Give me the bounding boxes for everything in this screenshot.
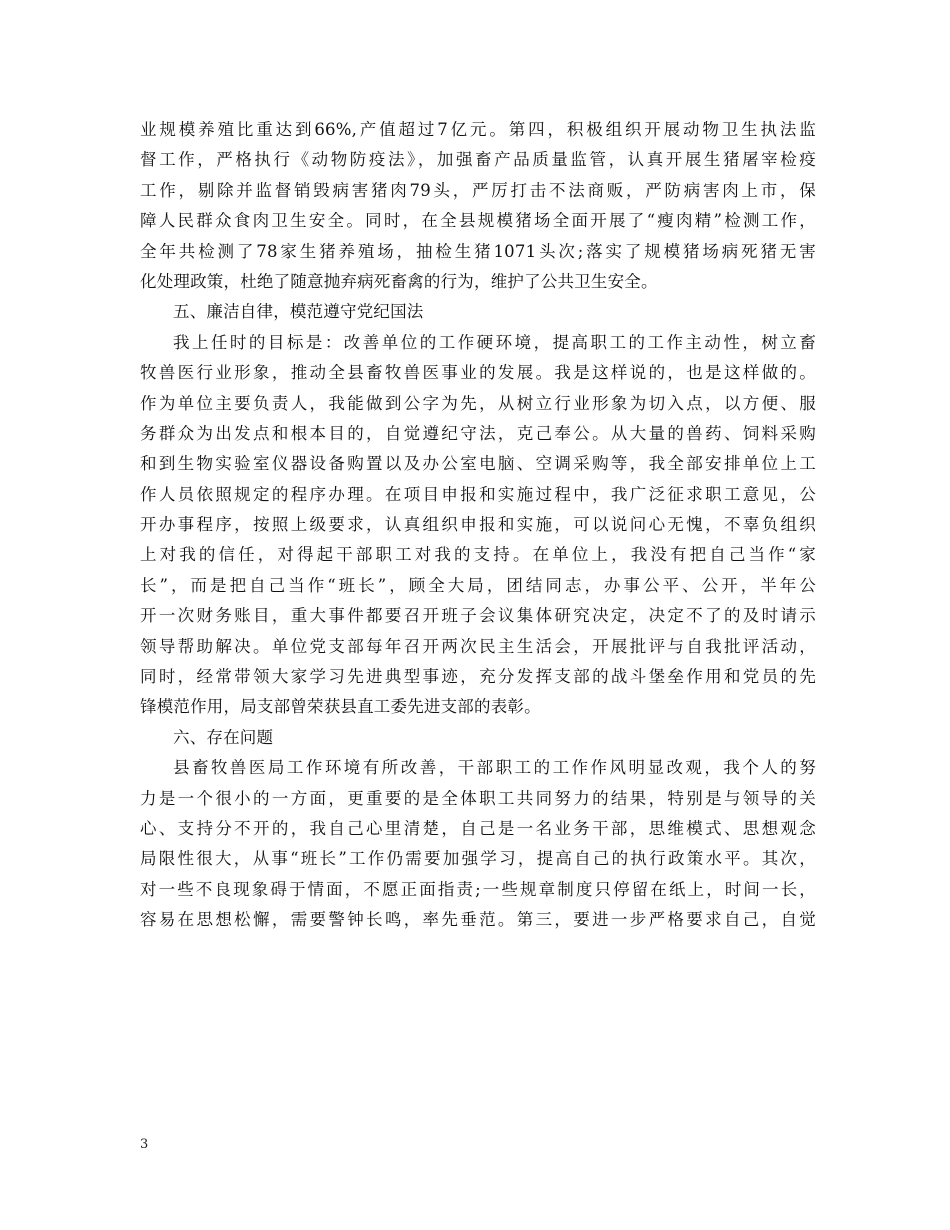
text-line: 作为单位主要负责人，我能做到公字为先，从树立行业形象为切入点，以方便、服 <box>140 393 816 413</box>
text-line: 业规模养殖比重达到66%,产值超过7亿元。第四，积极组织开展动物卫生执法监 <box>140 120 816 139</box>
text-line: 县畜牧兽医局工作环境有所改善，干部职工的工作作风明显改观，我个人的努 <box>173 758 816 778</box>
text-line: 牧兽医行业形象，推动全县畜牧兽医事业的发展。我是这样说的，也是这样做的。 <box>140 363 816 383</box>
text-line: 上对我的信任，对得起干部职工对我的支持。在单位上，我没有把自己当作“家 <box>140 545 816 565</box>
text-line: 对一些不良现象碍于情面，不愿正面指责;一些规章制度只停留在纸上，时间一长， <box>140 879 816 899</box>
text-line: 容易在思想松懈，需要警钟长鸣，率先垂范。第三，要进一步严格要求自己，自觉 <box>140 910 816 930</box>
text-line: 化处理政策，杜绝了随意抛弃病死畜禽的行为，维护了公共卫生安全。 <box>140 271 658 291</box>
text-line: 局限性很大，从事“班长”工作仍需要加强学习，提高自己的执行政策水平。其次， <box>140 849 816 869</box>
body-text <box>140 115 816 936</box>
text-line: 心、支持分不开的，我自己心里清楚，自己是一名业务干部，思维模式、思想观念 <box>140 818 816 838</box>
text-line: 同时，经常带领大家学习先进典型事迹，充分发挥支部的战斗堡垒作用和党员的先 <box>140 667 816 687</box>
text-line: 督工作，严格执行《动物防疫法》，加强畜产品质量监管，认真开展生猪屠宰检疫 <box>140 150 816 170</box>
text-line: 全年共检测了78家生猪养殖场，抽检生猪1071头次;落实了规模猪场病死猪无害 <box>140 241 816 261</box>
text-line: 和到生物实验室仪器设备购置以及办公室电脑、空调采购等，我全部安排单位上工 <box>140 454 816 474</box>
text-line: 作人员依照规定的程序办理。在项目申报和实施过程中，我广泛征求职工意见，公 <box>140 484 816 504</box>
text-line: 力是一个很小的一方面，更重要的是全体职工共同努力的结果，特别是与领导的关 <box>140 788 816 808</box>
text-line: 领导帮助解决。单位党支部每年召开两次民主生活会，开展批评与自我批评活动， <box>140 636 816 656</box>
text-line: 工作，剔除并监督销毁病害猪肉79头，严厉打击不法商贩，严防病害肉上市，保 <box>140 180 816 200</box>
text-line: 开一次财务账目，重大事件都要召开班子会议集体研究决定，决定不了的及时请示 <box>140 606 816 626</box>
text-line: 长”，而是把自己当作“班长”，顾全大局，团结同志，办事公平、公开，半年公 <box>140 575 816 595</box>
page-number: 3 <box>140 1137 149 1152</box>
section-heading-5: 五、廉洁自律，模范遵守党纪国法 <box>173 302 424 322</box>
text-line: 我上任时的目标是：改善单位的工作硬环境，提高职工的工作主动性，树立畜 <box>173 332 816 352</box>
text-line: 务群众为出发点和根本目的，自觉遵纪守法，克己奉公。从大量的兽药、饲料采购 <box>140 423 816 443</box>
text-line: 障人民群众食肉卫生安全。同时，在全县规模猪场全面开展了“瘦肉精”检测工作， <box>140 211 816 231</box>
text-line: 锋模范作用，局支部曾荣获县直工委先进支部的表彰。 <box>140 697 541 717</box>
section-heading-6: 六、存在问题 <box>173 727 274 747</box>
text-line: 开办事程序，按照上级要求，认真组织申报和实施，可以说问心无愧，不辜负组织 <box>140 515 816 535</box>
